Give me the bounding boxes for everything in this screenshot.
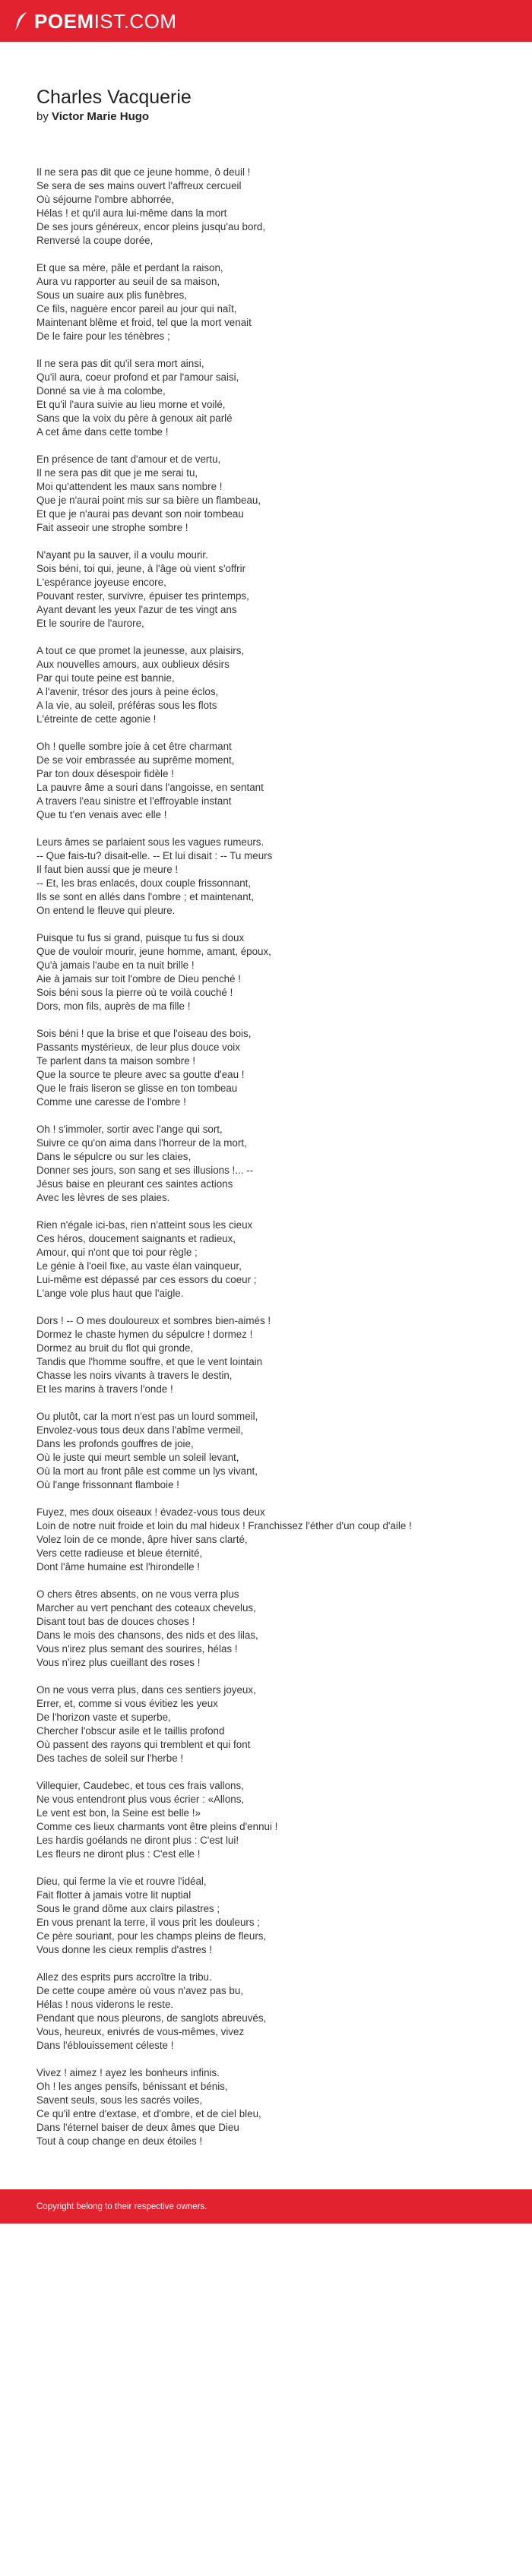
poem-line: -- Que fais-tu? disait-elle. -- Et lui disait : -- Tu meurs xyxy=(36,850,273,861)
stanza xyxy=(36,1875,496,1957)
poem-line: Envolez-vous tous deux dans l'abîme vermeil, xyxy=(36,1424,243,1436)
poem-line: Rien n'égale ici-bas, rien n'atteint sous les cieux xyxy=(36,1219,253,1231)
poem-line: Villequier, Caudebec, et tous ces frais vallons, xyxy=(36,1780,244,1791)
poem-line: N'ayant pu la sauver, il a voulu mourir. xyxy=(36,549,208,561)
footer xyxy=(0,2189,532,2224)
poem-line: Où séjourne l'ombre abhorrée, xyxy=(36,194,175,205)
poem-line: Dans l'éternel baiser de deux âmes que Dieu xyxy=(36,2122,239,2133)
stanza xyxy=(36,1314,496,1396)
poem-line: Où passent des rayons qui tremblent et qui font xyxy=(36,1739,251,1750)
poem-line: Lui-même est dépassé par ces essors du coeur ; xyxy=(36,1274,257,1285)
poem-line: Sans que la voix du père à genoux ait parlé xyxy=(36,412,233,424)
poem-line: Marcher au vert penchant des coteaux chevelus, xyxy=(36,1602,256,1614)
poem-line: Ce qu'il entre d'extase, et d'ombre, et de ciel bleu, xyxy=(36,2108,261,2119)
poem-line: Chercher l'obscur asile et le taillis profond xyxy=(36,1725,225,1737)
poem-line: L'ange vole plus haut que l'aigle. xyxy=(36,1288,184,1299)
poem-line: Donné sa vie à ma colombe, xyxy=(36,385,166,397)
stanza xyxy=(36,836,496,918)
poem-line: Oh ! les anges pensifs, bénissant et bénis, xyxy=(36,2081,228,2092)
poem-line: Dormez le chaste hymen du sépulcre ! dormez ! xyxy=(36,1329,253,1340)
poem-line: Vers cette radieuse et bleue éternité, xyxy=(36,1547,203,1559)
poem-line: De le faire pour les ténèbres ; xyxy=(36,330,170,342)
copyright-text: Copyright belong to their respective owners. xyxy=(36,2201,207,2211)
poem-line: Que tu t'en venais avec elle ! xyxy=(36,809,167,820)
stanza xyxy=(36,1027,496,1109)
poem-line: Que la source te pleure avec sa goutte d'eau ! xyxy=(36,1069,245,1080)
poem-line: Chasse les noirs vivants à travers le destin, xyxy=(36,1370,233,1381)
stanza xyxy=(36,261,496,343)
poem-title: Charles Vacquerie xyxy=(36,87,192,108)
poem-line: Ne vous entendront plus vous écrier : «Allons, xyxy=(36,1794,245,1805)
poem-line: Fait flotter à jamais votre lit nuptial xyxy=(36,1889,192,1901)
poem-line: Avec les lèvres de ses plaies. xyxy=(36,1192,170,1203)
poem-line: Et que je n'aurai pas devant son noir tombeau xyxy=(36,508,244,520)
poem-line: Comme ces lieux charmants vont être pleins d'ennui ! xyxy=(36,1821,278,1832)
poem-line: Aie à jamais sur toit l'ombre de Dieu penché ! xyxy=(36,973,242,985)
poem-line: Oh ! quelle sombre joie à cet être charmant xyxy=(36,741,232,752)
poem-line: Errer, et, comme si vous évitiez les yeux xyxy=(36,1698,218,1709)
poem-line: De se voir embrassée au suprême moment, xyxy=(36,754,235,766)
poem-line: Vous n'irez plus semant des sourires, hélas ! xyxy=(36,1643,238,1655)
poem-line: Que je n'aurai point mis sur sa bière un flambeau, xyxy=(36,495,261,506)
poem-line: Hélas ! nous viderons le reste. xyxy=(36,1999,174,2010)
poem-line: Tandis que l'homme souffre, et que le vent lointain xyxy=(36,1356,263,1367)
stanza xyxy=(36,2066,496,2148)
stanza xyxy=(36,453,496,535)
poem-line: Dors, mon fils, auprès de ma fille ! xyxy=(36,1000,191,1012)
poem-line: Renversé la coupe dorée, xyxy=(36,235,154,246)
poem-line: Le vent est bon, la Seine est belle !» xyxy=(36,1807,201,1819)
poem-line: Vous, heureux, enivrés de vous-mêmes, vivez xyxy=(36,2026,245,2037)
poem-line: Vous n'irez plus cueillant des roses ! xyxy=(36,1657,201,1668)
poem-line: Maintenant blême et froid, tel que la mort venait xyxy=(36,317,252,328)
poem-line: De ses jours généreux, encor pleins jusqu'au bord, xyxy=(36,221,266,232)
poem-line: Volez loin de ce monde, âpre hiver sans clarté, xyxy=(36,1534,248,1545)
poem-line: Se sera de ses mains ouvert l'affreux cercueil xyxy=(36,180,242,191)
poem-line: Et qu'il l'aura suivie au lieu morne et voilé, xyxy=(36,399,226,410)
poem-line: Loin de notre nuit froide et loin du mal hideux ! Franchissez l'éther d'un coup d'aile ! xyxy=(36,1520,412,1531)
poem-line: On ne vous verra plus, dans ces sentiers joyeux, xyxy=(36,1684,256,1696)
poem-line: Où le juste qui meurt semble un soleil levant, xyxy=(36,1452,239,1463)
poem-line: Et que sa mère, pâle et perdant la raison, xyxy=(36,262,223,273)
poem-line: Pendant que nous pleurons, de sanglots abreuvés, xyxy=(36,2012,267,2024)
poem-line: Il faut bien aussi que je meure ! xyxy=(36,864,179,875)
poem-line: Où la mort au front pâle est comme un lys vivant, xyxy=(36,1465,258,1477)
poem-line: Dieu, qui ferme la vie et rouvre l'idéal, xyxy=(36,1876,207,1887)
poem-line: Par qui toute peine est bannie, xyxy=(36,672,175,684)
poem-line: Tout à coup change en deux étoiles ! xyxy=(36,2135,203,2147)
poem-line: Disant tout bas de douces choses ! xyxy=(36,1616,195,1627)
poem-line: Passants mystérieux, de leur plus douce voix xyxy=(36,1041,240,1053)
poem-line: Te parlent dans ta maison sombre ! xyxy=(36,1055,196,1067)
poem-line: Le génie à l'oeil fixe, au vaste élan vainqueur, xyxy=(36,1260,242,1272)
poem-line: Et les marins à travers l'onde ! xyxy=(36,1383,173,1395)
poem-line: O chers êtres absents, on ne vous verra plus xyxy=(36,1588,239,1600)
poem-line: Savent seuls, sous les sacrés voiles, xyxy=(36,2094,203,2106)
poem-line: On entend le fleuve qui pleure. xyxy=(36,905,176,916)
stanza xyxy=(36,1971,496,2053)
stanza xyxy=(36,1683,496,1765)
poem-line: Dans l'éblouissement céleste ! xyxy=(36,2040,174,2051)
poem-line: Suivre ce qu'on aima dans l'horreur de la mort, xyxy=(36,1137,247,1149)
site-logo[interactable] xyxy=(14,11,177,31)
poem-line: De l'horizon vaste et superbe, xyxy=(36,1712,171,1723)
poem-line: Amour, qui n'ont que toi pour règle ; xyxy=(36,1247,198,1258)
poem-line: Jésus baise en pleurant ces saintes actions xyxy=(36,1178,233,1190)
poem-line: Vivez ! aimez ! ayez les bonheurs infinis. xyxy=(36,2067,220,2078)
poem-line: Sois béni sous la pierre où te voilà couché ! xyxy=(36,987,233,998)
stanza xyxy=(36,740,496,822)
poem-line: Qu'à jamais l'aube en ta nuit brille ! xyxy=(36,959,195,971)
poem-line: Dans le mois des chansons, des nids et des lilas, xyxy=(36,1629,258,1641)
poem-line: Oh ! s'immoler, sortir avec l'ange qui sort, xyxy=(36,1124,223,1135)
poem-line: Il ne sera pas dit qu'il sera mort ainsi, xyxy=(36,358,204,369)
poem-line: Dont l'âme humaine est l'hirondelle ! xyxy=(36,1561,201,1572)
stanza xyxy=(36,1410,496,1492)
poem-line: De cette coupe amère où vous n'avez pas bu, xyxy=(36,1985,244,1996)
poem-line: Sous un suaire aux plis funèbres, xyxy=(36,289,188,301)
poem-line: Les fleurs ne diront plus : C'est elle ! xyxy=(36,1848,201,1860)
logo-text-light: IST.COM xyxy=(93,9,177,33)
poem-line: Où l'ange frissonnant flamboie ! xyxy=(36,1479,179,1490)
stanza xyxy=(36,166,496,248)
poem-line: A l'avenir, trésor des jours à peine éclos, xyxy=(36,686,219,697)
poem-line: En présence de tant d'amour et de vertu, xyxy=(36,454,221,465)
poem-line: Ils se sont en allés dans l'ombre ; et maintenant, xyxy=(36,891,255,902)
poem-line: Donner ses jours, son sang et ses illusions !... -- xyxy=(36,1165,254,1176)
byline xyxy=(36,110,496,123)
poem-line: Il ne sera pas dit que ce jeune homme, ô deuil ! xyxy=(36,166,251,178)
poem-line: Ou plutôt, car la mort n'est pas un lourd sommeil, xyxy=(36,1411,258,1422)
poem-line: Ce fils, naguère encor pareil au jour qui naît, xyxy=(36,303,237,314)
stanza xyxy=(36,931,496,1013)
poem-line: Ces héros, doucement saignants et radieux, xyxy=(36,1233,236,1244)
poem-line: Qu'il aura, coeur profond et par l'amour saisi, xyxy=(36,371,239,383)
poem-line: Dans les profonds gouffres de joie, xyxy=(36,1438,194,1449)
stanza xyxy=(36,357,496,439)
poem-line: Par ton doux désespoir fidèle ! xyxy=(36,768,174,779)
poem-line: La pauvre âme a souri dans l'angoisse, en sentant xyxy=(36,782,264,793)
top-bar xyxy=(0,0,532,42)
poem-line: Dans le sépulcre ou sur les claies, xyxy=(36,1151,192,1162)
poem-line: A la vie, au soleil, préféras sous les flots xyxy=(36,700,217,711)
poem-line: Sois béni, toi qui, jeune, à l'âge où vient s'offrir xyxy=(36,563,246,574)
poem-line: Sous le grand dôme aux clairs pilastres ; xyxy=(36,1903,220,1914)
poem-line: L'étreinte de cette agonie ! xyxy=(36,713,157,725)
poem-line: Aura vu rapporter au seuil de sa maison, xyxy=(36,276,220,287)
poem-line: Et le sourire de l'aurore, xyxy=(36,618,144,629)
poem-line: Leurs âmes se parlaient sous les vagues rumeurs. xyxy=(36,836,264,848)
poem-line: En vous prenant la terre, il vous prit les douleurs ; xyxy=(36,1917,260,1928)
poem-line: Ce père souriant, pour les champs pleins de fleurs, xyxy=(36,1930,267,1942)
poem-line: Hélas ! et qu'il aura lui-même dans la mort xyxy=(36,207,227,219)
by-label: by xyxy=(36,110,49,123)
poem-line: Les hardis goélands ne diront plus : C'est lui! xyxy=(36,1835,239,1846)
stanza xyxy=(36,1123,496,1205)
poem-line: Dors ! -- O mes douloureux et sombres bien-aimés ! xyxy=(36,1315,271,1326)
poem-line: Des taches de soleil sur l'herbe ! xyxy=(36,1753,184,1764)
poem-line: Moi qu'attendent les maux sans nombre ! xyxy=(36,481,223,492)
quill-pen-icon xyxy=(14,11,29,31)
poem-line: Que de vouloir mourir, jeune homme, amant, époux, xyxy=(36,946,271,957)
poem-line: Comme une caresse de l'ombre ! xyxy=(36,1096,186,1108)
stanza xyxy=(36,1506,496,1574)
poem-line: Sois béni ! que la brise et que l'oiseau des bois, xyxy=(36,1028,252,1039)
poem-line: Vous donne les cieux remplis d'astres ! xyxy=(36,1944,213,1955)
poem-line: Puisque tu fus si grand, puisque tu fus si doux xyxy=(36,932,245,943)
stanza xyxy=(36,548,496,631)
poem-line: A cet âme dans cette tombe ! xyxy=(36,426,169,438)
poem-line: A travers l'eau sinistre et l'effroyable instant xyxy=(36,795,232,807)
logo-text-bold: POEM xyxy=(34,9,94,33)
poem-line: Allez des esprits purs accroître la tribu. xyxy=(36,1971,212,1983)
poem-line: Fait asseoir une strophe sombre ! xyxy=(36,522,188,533)
poem-line: A tout ce que promet la jeunesse, aux plaisirs, xyxy=(36,645,245,656)
stanza xyxy=(36,1779,496,1861)
stanza xyxy=(36,1218,496,1301)
author-name: Victor Marie Hugo xyxy=(52,110,150,123)
poem-line: Aux nouvelles amours, aux oublieux désirs xyxy=(36,659,230,670)
stanza xyxy=(36,1588,496,1670)
poem-line: -- Et, les bras enlacés, doux couple frissonnant, xyxy=(36,877,252,889)
poem-line: Ayant devant les yeux l'azur de tes vingt ans xyxy=(36,604,237,615)
poem-line: Que le frais liseron se glisse en ton tombeau xyxy=(36,1083,238,1094)
poem-line: Fuyez, mes doux oiseaux ! évadez-vous tous deux xyxy=(36,1506,265,1518)
poem-line: Pouvant rester, survivre, épuiser tes printemps, xyxy=(36,590,249,602)
poem-line: L'espérance joyeuse encore, xyxy=(36,577,166,588)
poem-line: Il ne sera pas dit que je me serai tu, xyxy=(36,467,198,479)
poem-content xyxy=(0,86,532,2148)
stanza xyxy=(36,644,496,726)
poem-body xyxy=(36,166,496,2148)
poem-line: Dormez au bruit du flot qui gronde, xyxy=(36,1342,194,1354)
